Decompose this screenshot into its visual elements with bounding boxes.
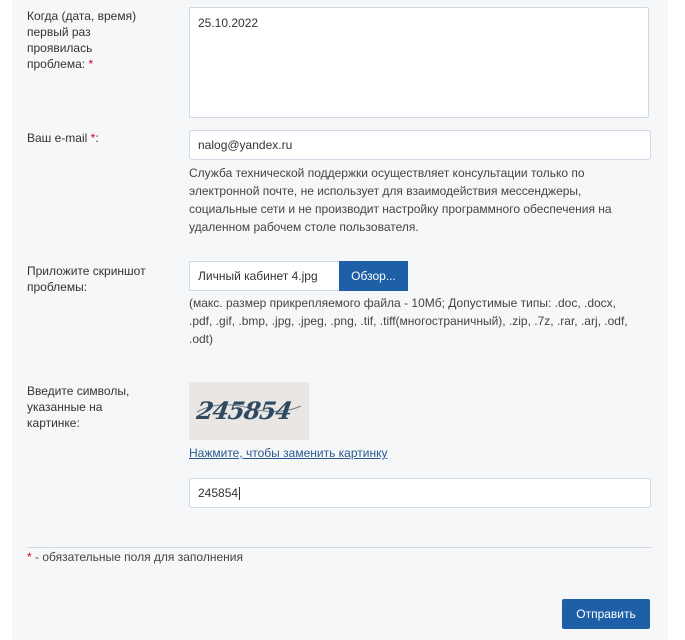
divider	[27, 547, 651, 548]
email-label-text: Ваш e-mail	[27, 131, 91, 145]
captcha-label-line-2: указанные на	[27, 400, 103, 414]
captcha-image	[189, 382, 309, 440]
upload-help-line: .odt)	[189, 332, 214, 346]
required-note-text: - обязательные поля для заполнения	[31, 550, 243, 564]
upload-help-text	[189, 294, 628, 348]
svg-text:245854: 245854	[194, 396, 294, 425]
file-name-field[interactable]	[189, 261, 339, 291]
date-label-line-3: проявилась	[27, 41, 93, 55]
captcha-field-label	[27, 383, 129, 431]
submit-button[interactable]: Отправить	[562, 599, 650, 629]
captcha-input[interactable]	[189, 478, 651, 508]
captcha-value: 245854	[198, 486, 239, 500]
email-value: nalog@yandex.ru	[198, 138, 293, 152]
file-name-value: Личный кабинет 4.jpg	[198, 269, 318, 283]
date-label-text: проблема:	[27, 57, 89, 71]
refresh-captcha-link[interactable]: Нажмите, чтобы заменить картинку	[189, 446, 388, 460]
browse-button[interactable]: Обзор...	[339, 261, 408, 291]
captcha-label-line-1: Введите символы,	[27, 384, 130, 398]
required-mark: *	[88, 57, 94, 71]
upload-help-line: (макс. размер прикрепляемого файла - 10Мб; Допустимые типы: .doc, .docx,	[189, 296, 617, 310]
upload-help-line: .pdf, .gif, .bmp, .jpg, .jpeg, .png, .tif, .tiff(многостраничный), .zip, .7z, .rar, .arj, .odf,	[189, 314, 628, 328]
date-label-line-4	[27, 56, 136, 72]
screenshot-field-label	[27, 263, 146, 295]
email-label-suffix: :	[95, 131, 99, 145]
email-field-label	[27, 130, 99, 146]
screenshot-label-line-1: Приложите скриншот	[27, 264, 146, 278]
required-mark: *	[90, 131, 96, 145]
text-cursor	[239, 487, 240, 500]
date-label-line-2: первый раз	[27, 25, 91, 39]
email-help-line: Служба технической поддержки осуществляет консультации только по	[189, 166, 585, 180]
required-mark: *	[27, 550, 32, 564]
date-label-line-1: Когда (дата, время)	[27, 9, 137, 23]
date-field-label	[27, 8, 136, 72]
email-input[interactable]	[189, 130, 651, 160]
captcha-label-line-3: картинке:	[27, 416, 80, 430]
screenshot-label-line-2: проблемы:	[27, 280, 88, 294]
email-help-line: удаленном рабочем столе пользователя.	[189, 220, 419, 234]
required-fields-note	[27, 550, 243, 564]
captcha-graphic	[189, 382, 309, 440]
email-help-line: социальные сети и не производит настройку программного обеспечения на	[189, 202, 612, 216]
date-time-textarea[interactable]	[189, 7, 649, 118]
email-help-line: электронной почте, не использует для взаимодействия мессенджеры,	[189, 184, 582, 198]
email-help-text	[189, 164, 612, 236]
date-time-value: 25.10.2022	[198, 16, 259, 30]
